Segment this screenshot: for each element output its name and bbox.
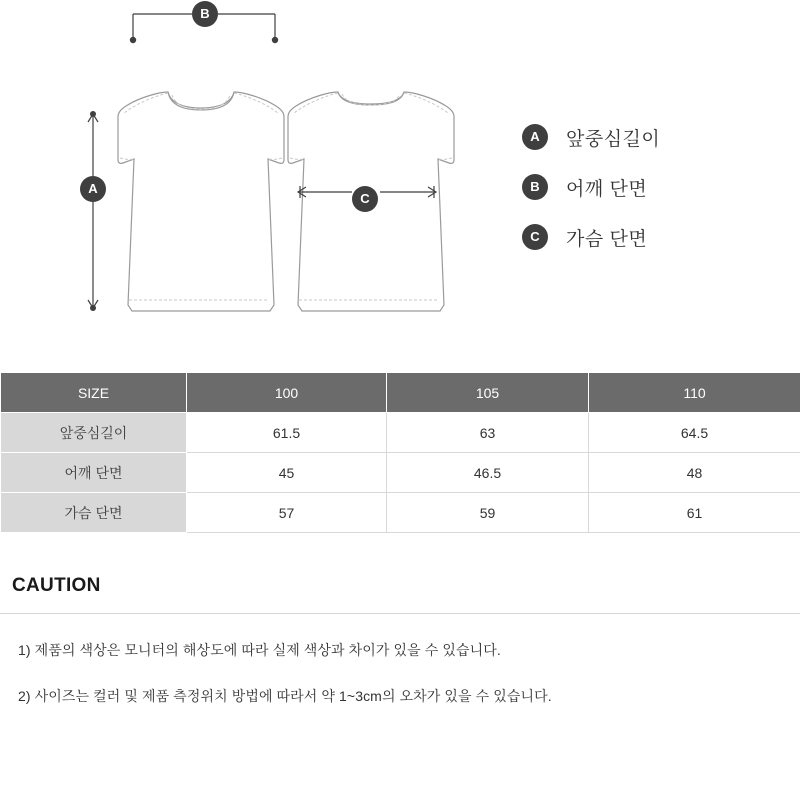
caution-divider xyxy=(0,613,800,614)
size-table-container xyxy=(0,372,800,533)
legend-item-a xyxy=(522,112,772,162)
cell-shoulder-100: 45 xyxy=(187,453,387,493)
garment-front-view xyxy=(118,92,284,311)
legend-item-b xyxy=(522,162,772,212)
table-header-row xyxy=(1,373,800,413)
legend-label-a: 앞중심길이 xyxy=(566,128,661,150)
row-label-chest: 가슴 단면 xyxy=(1,493,187,533)
legend-item-c xyxy=(522,212,772,262)
table-row xyxy=(1,453,800,493)
row-label-shoulder: 어깨 단면 xyxy=(1,453,187,493)
header-105: 105 xyxy=(387,373,589,413)
cell-front-length-105: 63 xyxy=(387,413,589,453)
table-row xyxy=(1,493,800,533)
cell-chest-105: 59 xyxy=(387,493,589,533)
marker-a-front-length: A xyxy=(80,176,106,202)
legend-label-c: 가슴 단면 xyxy=(566,228,648,250)
row-label-front-length: 앞중심길이 xyxy=(1,413,187,453)
caution-line-2: 2) 사이즈는 컬러 및 제품 측정위치 방법에 따라서 약 1~3cm의 오차가 있을 수 있습니다. xyxy=(18,688,552,704)
size-table xyxy=(0,372,800,533)
front-length-measure-arrow xyxy=(88,114,98,308)
legend-badge-b: B xyxy=(522,174,548,200)
caution-line-1: 1) 제품의 색상은 모니터의 해상도에 따라 실제 색상과 차이가 있을 수 있습니다. xyxy=(18,642,501,658)
cell-shoulder-105: 46.5 xyxy=(387,453,589,493)
cell-front-length-100: 61.5 xyxy=(187,413,387,453)
bracket-dot-right xyxy=(272,37,278,43)
caution-title: CAUTION xyxy=(12,575,101,596)
header-110: 110 xyxy=(589,373,800,413)
legend-label-b: 어깨 단면 xyxy=(566,178,648,200)
table-row xyxy=(1,413,800,453)
arrow-dot-bottom xyxy=(90,305,96,311)
legend-badge-c: C xyxy=(522,224,548,250)
size-diagram xyxy=(0,0,800,360)
measurement-legend xyxy=(522,112,772,262)
arrow-dot-top xyxy=(90,111,96,117)
caution-section xyxy=(0,560,800,706)
marker-c-chest: C xyxy=(352,186,378,212)
cell-shoulder-110: 48 xyxy=(589,453,800,493)
cell-chest-100: 57 xyxy=(187,493,387,533)
header-size: SIZE xyxy=(1,373,187,413)
cell-front-length-110: 64.5 xyxy=(589,413,800,453)
cell-chest-110: 61 xyxy=(589,493,800,533)
marker-b-shoulder: B xyxy=(192,1,218,27)
header-100: 100 xyxy=(187,373,387,413)
bracket-dot-left xyxy=(130,37,136,43)
legend-badge-a: A xyxy=(522,124,548,150)
